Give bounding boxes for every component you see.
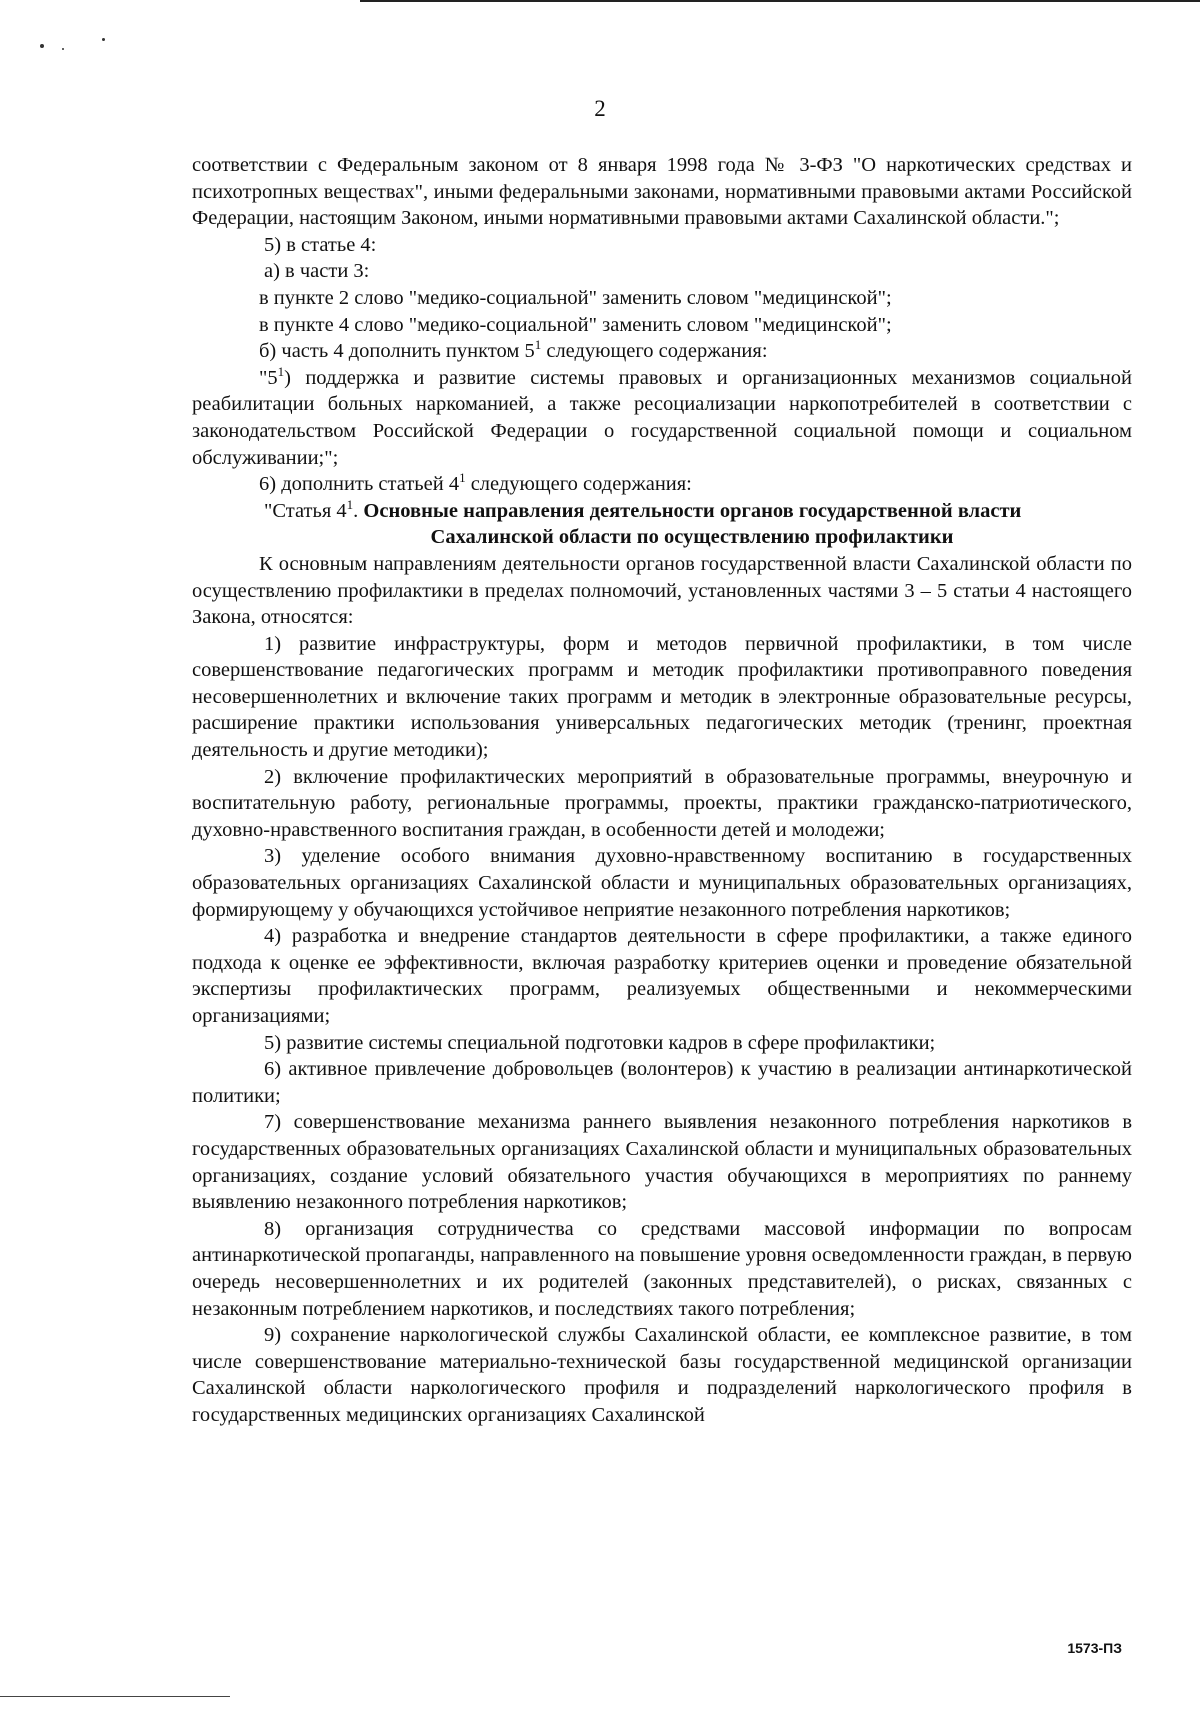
paragraph (192, 365, 1132, 471)
document-code: 1573-ПЗ (1067, 1640, 1122, 1656)
text: б) часть 4 дополнить пунктом 5 (259, 340, 535, 363)
list-item: 5) развитие системы специальной подготовки кадров в сфере профилактики; (264, 1031, 936, 1054)
superscript: 1 (277, 363, 285, 379)
paragraph-continuation: соответствии с Федеральным законом от 8 января 1998 года № 3-ФЗ "О наркотических средствах и психотропных веществах", иными федеральными законами, нормативными правовыми актами Российской Федерации, настоящим Законом, иными нормативными правовыми актами Сахалинской области."; (192, 154, 1132, 230)
paragraph: 5) в статье 4: (264, 233, 377, 256)
list-item: 7) совершенствование механизма раннего выявления незаконного потребления наркотиков в государственных образовательных организациях Сахалинской области и муниципальных образовательных организациях, создание условий обязательного участия обучающихся в мероприятиях по раннему выявлению незаконного потребления наркотиков; (192, 1111, 1132, 1214)
list-item: 4) разработка и внедрение стандартов деятельности в сфере профилактики, а также единого подхода к оценке ее эффективности, включая разработку критериев оценки и проведение обязательной экспертизы профилактических программ, реализуемых общественными и некоммерческими организациями; (192, 925, 1132, 1027)
superscript: 1 (459, 470, 466, 486)
page-number: 2 (594, 96, 606, 121)
document-body (192, 152, 1132, 1429)
article-title: Основные направления деятельности органов государственной власти (363, 499, 1022, 522)
list-item: 9) сохранение наркологической службы Сахалинской области, ее комплексное развитие, в том числе совершенствование материально-технической базы государственной медицинской организации Сахалинской области наркологического профиля и подразделений наркологического профиля в государственных медицинских организациях Сахалинской (192, 1324, 1132, 1426)
list-item: 6) активное привлечение добровольцев (волонтеров) к участию в реализации антинаркотической политики; (192, 1058, 1132, 1107)
article-heading (192, 498, 1132, 525)
article-label: "Статья 4 (264, 499, 347, 522)
paragraph (192, 338, 1132, 365)
text: следующего содержания: (541, 340, 768, 363)
scan-speck (62, 48, 64, 50)
scan-speck (102, 38, 105, 41)
superscript: 1 (346, 496, 354, 512)
paragraph: а) в части 3: (264, 260, 370, 283)
scan-edge-line (0, 1696, 230, 1697)
paragraph: в пункте 2 слово "медико-социальной" заменить словом "медицинской"; (259, 286, 892, 309)
paragraph (192, 471, 1132, 498)
article-title-cont: Сахалинской области по осуществлению профилактики (430, 526, 954, 549)
list-item: 3) уделение особого внимания духовно-нравственному воспитанию в государственных образовательных организациях Сахалинской области и муниципальных образовательных организациях, формирующему у обучающихся устойчивое неприятие незаконного потребления наркотиков; (192, 845, 1132, 921)
paragraph: в пункте 4 слово "медико-социальной" заменить словом "медицинской"; (259, 313, 892, 336)
superscript: 1 (534, 337, 542, 353)
list-item: 8) организация сотрудничества со средствами массовой информации по вопросам антинаркотической пропаганды, направленного на повышение уровня осведомленности граждан, в первую очередь несовершеннолетних и их родителей (законных представителей), о рисках, связанных с незаконным потреблением наркотиков, и последствиях такого потребления; (192, 1217, 1132, 1320)
scan-edge-line (360, 0, 1200, 2)
text: . (353, 499, 364, 522)
paragraph: К основным направлениям деятельности органов государственной власти Сахалинской области по осуществлению профилактики в пределах полномочий, установленных частями 3 – 5 статьи 4 настоящего Закона, относятся: (192, 552, 1132, 629)
list-item: 2) включение профилактических мероприятий в образовательные программы, внеурочную и воспитательную работу, региональные программы, проекты, практики гражданско-патриотического, духовно-нравственного воспитания граждан, в особенности детей и молодежи; (192, 765, 1132, 841)
text: "5 (259, 366, 278, 389)
scan-speck (40, 44, 44, 48)
text: ) поддержка и развитие системы правовых и организационных механизмов социальной реабилитации больных наркоманией, а также ресоциализации наркопотребителей в соответствии с законодательством Российской Федерации о государственной социальной помощи и социальном обслуживании;"; (192, 366, 1132, 469)
text: следующего содержания: (465, 473, 692, 496)
list-item: 1) развитие инфраструктуры, форм и методов первичной профилактики, в том числе совершенствование педагогических программ и методик профилактики противоправного поведения несовершеннолетних и включение таких программ и методик в электронные образовательные ресурсы, расширение практики использования универсальных педагогических методик (тренинг, проектная деятельность и другие методики); (192, 632, 1132, 762)
text: 6) дополнить статьей 4 (259, 473, 460, 496)
